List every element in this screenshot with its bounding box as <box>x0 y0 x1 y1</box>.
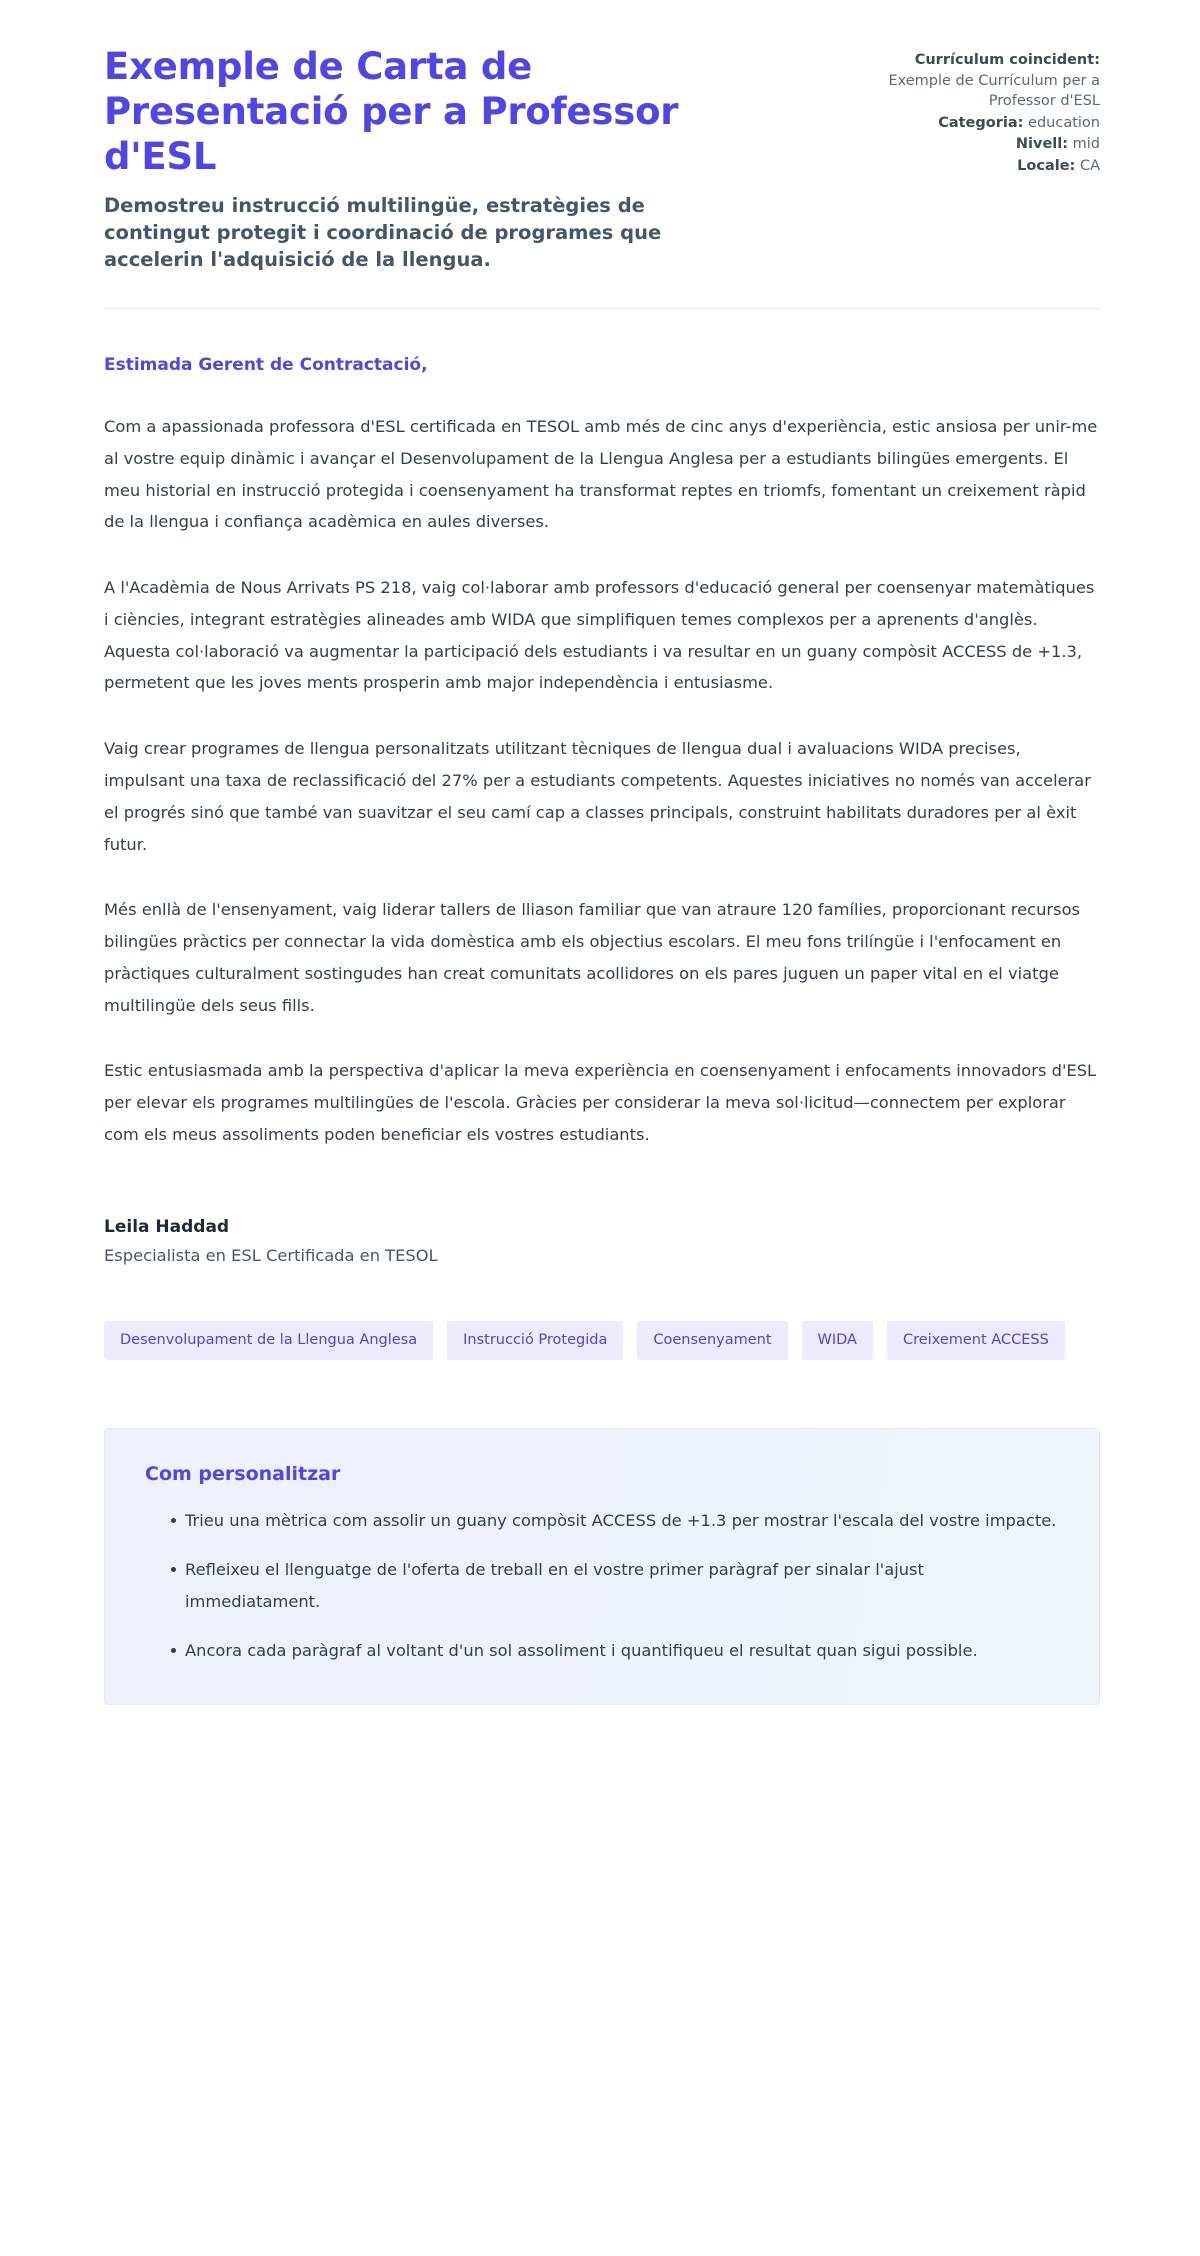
customization-callout <box>104 1428 1100 1705</box>
signature-role: Especialista en ESL Certificada en TESOL <box>104 1245 438 1265</box>
tag-chip[interactable]: Desenvolupament de la Llengua Anglesa <box>104 1321 433 1361</box>
tag-chip[interactable]: Creixement ACCESS <box>887 1321 1065 1361</box>
letter-salutation: Estimada Gerent de Contractació, <box>104 355 428 376</box>
document-header <box>104 44 1100 274</box>
metadata-category <box>850 113 1100 134</box>
callout-tip-item: Ancora cada paràgraf al voltant d'un sol assoliment i quantifiqueu el resultat quan sigui possible. <box>171 1635 1059 1666</box>
tag-list <box>104 1321 1100 1361</box>
tag-chip[interactable]: Coensenyament <box>637 1321 787 1361</box>
signature-block <box>104 1217 1100 1265</box>
metadata-locale <box>850 156 1100 177</box>
letter-paragraph: Estic entusiasmada amb la perspectiva d'aplicar la meva experiència en coensenyament i enfocaments innovadors d'ESL per elevar els programes multilingües de l'escola. Gràcies per considerar la meva sol·licitud—connectem per explorar com els meus assoliments poden beneficiar els vostres estudiants. <box>104 1061 1097 1144</box>
metadata-resume-value-row <box>850 71 1100 112</box>
signature-name: Leila Haddad <box>104 1216 230 1237</box>
page-subtitle: Demostreu instrucció multilingüe, estratègies de contingut protegit i coordinació de programes que accelerin l'adquisició de la llengua. <box>104 194 662 272</box>
metadata-resume-value: Exemple de Currículum per a Professor d'ESL <box>888 72 1100 110</box>
metadata-matching-resume <box>850 50 1100 71</box>
callout-tip-item: Trieu una mètrica com assolir un guany compòsit ACCESS de +1.3 per mostrar l'escala del vostre impacte. <box>171 1505 1059 1536</box>
header-text-block <box>104 44 744 274</box>
tag-chip[interactable]: WIDA <box>802 1321 873 1361</box>
letter-paragraph: A l'Acadèmia de Nous Arrivats PS 218, vaig col·laborar amb professors d'educació general per coensenyar matemàtiques i ciències, integrant estratègies alineades amb WIDA que simplifiquen temes complexos per a aprenents d'anglès. Aquesta col·laboració va augmentar la participació dels estudiants i va resultar en un guany compòsit ACCESS de +1.3, permetent que les joves ments prosperin amb major independència i entusiasme. <box>104 578 1095 693</box>
callout-tip-list <box>145 1505 1059 1666</box>
metadata-locale-label: Locale: <box>1017 157 1076 174</box>
metadata-level <box>850 134 1100 155</box>
letter-paragraph: Com a apassionada professora d'ESL certificada en TESOL amb més de cinc anys d'experiència, estic ansiosa per unir-me al vostre equip dinàmic i avançar el Desenvolupament de la Llengua Anglesa per a estudiants bilingües emergents. El meu historial en instrucció protegida i coensenyament ha transformat reptes en triomfs, fomentant un creixement ràpid de la llengua i confiança acadèmica en aules diverses. <box>104 417 1098 532</box>
callout-title: Com personalitzar <box>145 1463 341 1486</box>
cover-letter-body <box>104 309 1100 1705</box>
callout-tip-item: Refleixeu el llenguatge de l'oferta de treball en el vostre primer paràgraf per sinalar l'ajust immediatament. <box>171 1554 1059 1617</box>
metadata-category-value: education <box>1028 114 1100 131</box>
document-metadata <box>850 44 1100 177</box>
metadata-category-label: Categoria: <box>938 114 1024 131</box>
page-title: Exemple de Carta de Presentació per a Professor d'ESL <box>104 45 679 179</box>
letter-paragraph: Més enllà de l'ensenyament, vaig liderar tallers de lliason familiar que van atraure 120 famílies, proporcionant recursos bilingües pràctics per connectar la vida domèstica amb els objectius escolars. El meu fons trilíngüe i l'enfocament en pràctiques culturalment sostingudes han creat comunitats acollidores on els pares juguen un paper vital en el viatge multilingüe dels seus fills. <box>104 900 1081 1015</box>
metadata-locale-value: CA <box>1079 157 1100 174</box>
metadata-level-value: mid <box>1072 136 1100 153</box>
metadata-resume-label: Currículum coincident: <box>914 52 1100 68</box>
metadata-level-label: Nivell: <box>1015 136 1069 153</box>
letter-paragraph: Vaig crear programes de llengua personalitzats utilitzant tècniques de llengua dual i avaluacions WIDA precises, impulsant una taxa de reclassificació del 27% per a estudiants competents. Aquestes iniciatives no només van accelerar el progrés sinó que també van suavitzar el seu camí cap a classes principals, construint habilitats duradores per al èxit futur. <box>104 739 1091 854</box>
tag-chip[interactable]: Instrucció Protegida <box>447 1321 623 1361</box>
